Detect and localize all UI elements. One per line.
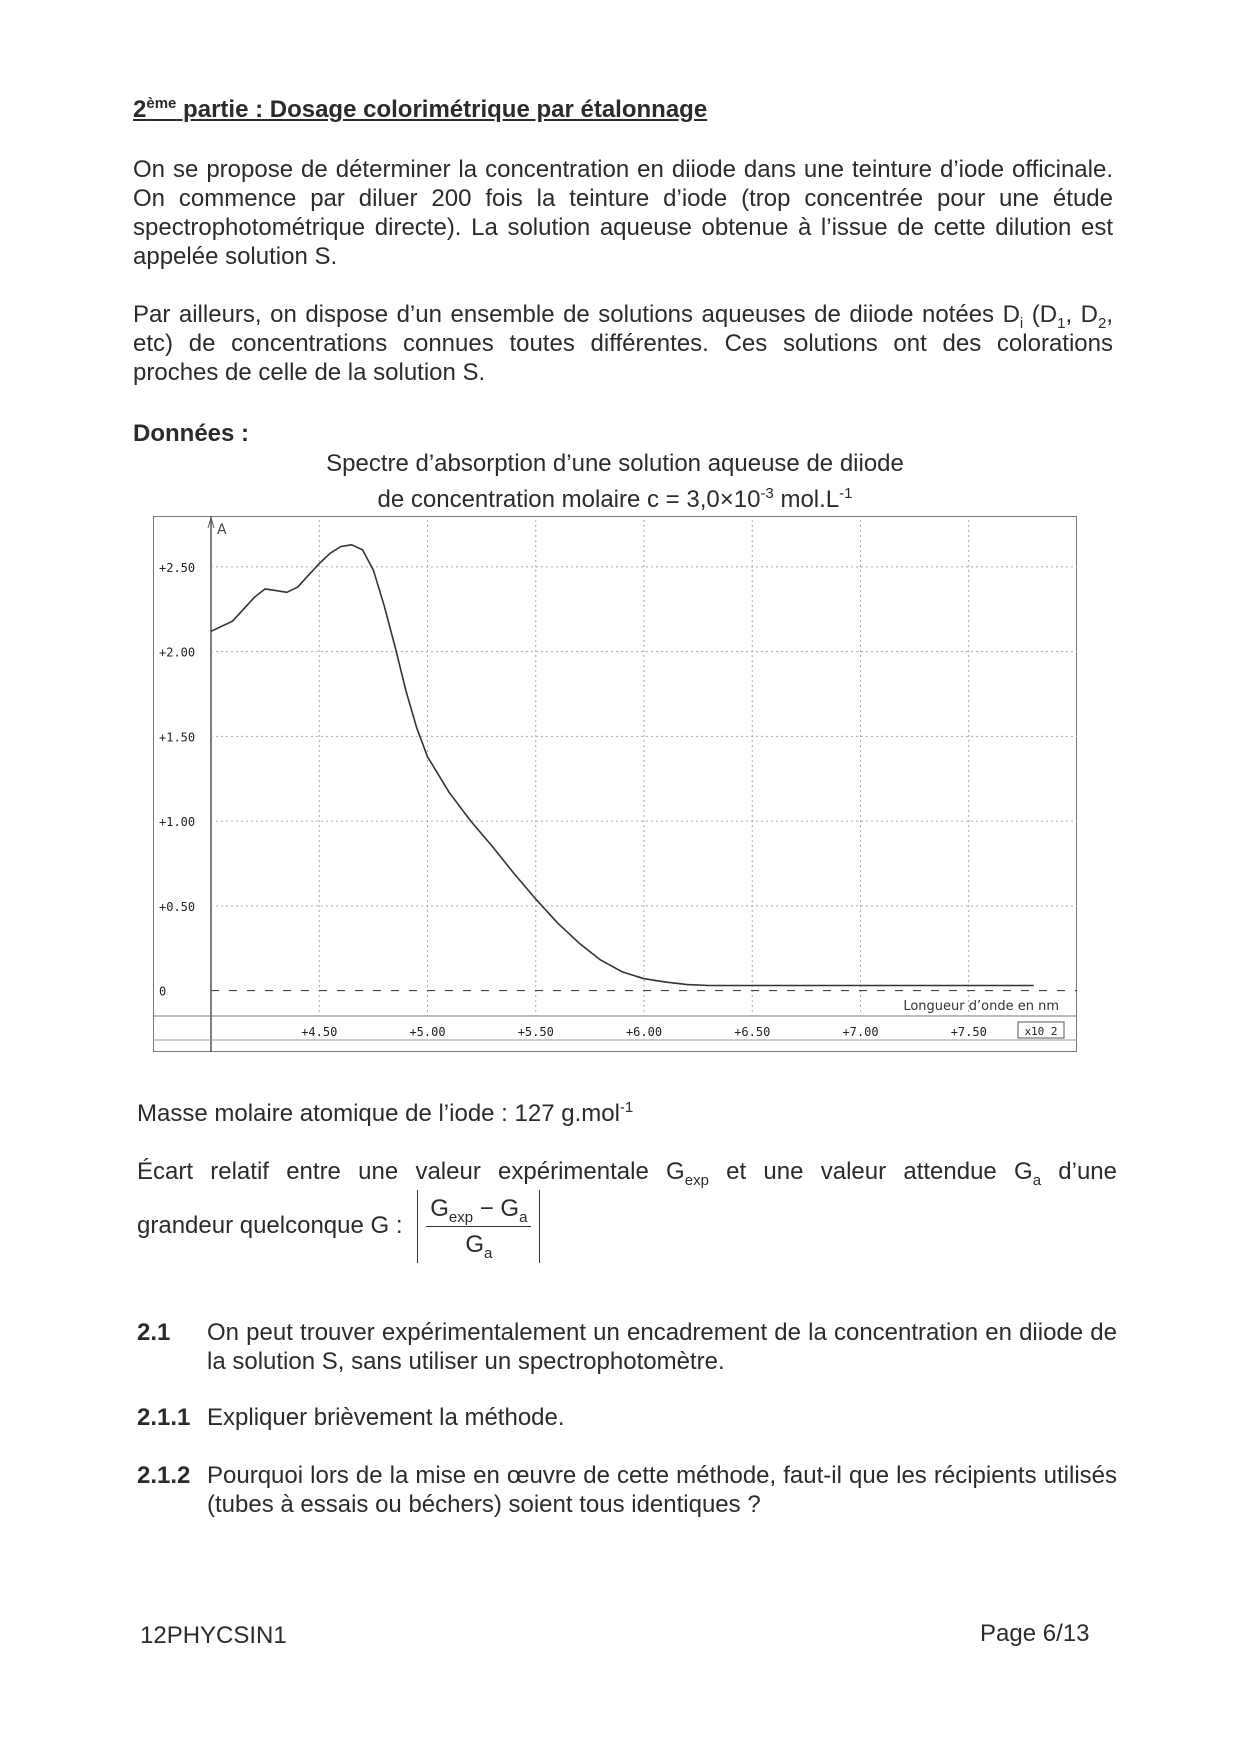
y-tick-label: 0	[159, 984, 167, 999]
x-tick-label: +6.50	[734, 1025, 771, 1039]
y-axis-label: A	[217, 522, 227, 538]
donnees-label: Données :	[133, 420, 250, 447]
question-number: 2.1.2	[137, 1462, 191, 1489]
formula-denominator: $G_a$	[465, 1231, 493, 1262]
question-text: Pourquoi lors de la mise en œuvre de cette méthode, faut-il que les récipients utilisés (tubes à essais ou béchers) soient tous identiques ?	[207, 1462, 1117, 1518]
x-tick-label: +6.00	[625, 1025, 663, 1039]
intro-paragraph: On se propose de déterminer la concentration en diiode dans une teinture d’iode officinale. On commence par diluer 200 fois la teinture d’iode (trop concentrée pour une étude spectrophotométrique directe). La solution aqueuse obtenue à l’issue de cette dilution est appelée solution S.	[133, 156, 1113, 270]
question-2-1	[137, 1318, 1117, 1376]
spectrum-caption-line1: Spectre d’absorption d’une solution aqueuse de diiode	[326, 450, 904, 477]
x-tick-label: +4.50	[301, 1025, 338, 1039]
x-tick-label: +7.00	[842, 1025, 879, 1039]
y-tick-label: +2.00	[159, 645, 196, 660]
question-number: 2.1.1	[137, 1404, 191, 1431]
solutions-paragraph: Par ailleurs, on dispose d’un ensemble de solutions aqueuses de diiode notées $D_i$ ($D_1$, $D_2$, etc) de concentrations connues toutes différentes. Ces solutions ont des colorations proches de celle de la solution S.	[133, 301, 1113, 386]
section-heading: 2ème partie : Dosage colorimétrique par étalonnage	[133, 95, 708, 123]
question-2-1-2	[137, 1461, 1117, 1519]
chart-frame	[154, 517, 1077, 1052]
x-tick-label: +7.50	[950, 1025, 987, 1039]
x-tick-label: +5.00	[409, 1025, 446, 1039]
ecart-relatif	[137, 1157, 1117, 1263]
ecart-line2: grandeur quelconque G : $\frac{G_{exp} - G_a}{G_a}$	[137, 1190, 1117, 1263]
y-tick-label: +1.00	[159, 815, 196, 830]
y-tick-label: +0.50	[159, 899, 196, 914]
masse-molaire: Masse molaire atomique de l’iode : 127 g.mol$^{-1}$	[137, 1099, 634, 1127]
question-text: Expliquer brièvement la méthode.	[207, 1404, 565, 1431]
question-2-1-1	[137, 1403, 1117, 1432]
formula-numerator: $G_{exp} - G_a$	[426, 1194, 531, 1227]
y-tick-label: +1.50	[159, 730, 196, 745]
absorption-spectrum-chart	[153, 516, 1077, 1052]
ecart-line1: Écart relatif entre une valeur expérimentale $G_{exp}$ et une valeur attendue $G_a$ d’une	[137, 1158, 1118, 1189]
relative-error-formula	[417, 1190, 540, 1263]
question-number: 2.1	[137, 1319, 171, 1346]
spectrum-caption	[153, 446, 1077, 518]
footer-code: 12PHYCSIN1	[140, 1622, 287, 1649]
chart-svg	[153, 516, 1077, 1052]
y-tick-label: +2.50	[159, 560, 196, 575]
x-axis-label: Longueur d’onde en nm	[903, 999, 1059, 1014]
x-tick-label: +5.50	[517, 1025, 554, 1039]
question-text: On peut trouver expérimentalement un encadrement de la concentration en diiode de la solution S, sans utiliser un spectrophotomètre.	[207, 1319, 1117, 1375]
x-multiplier-label: x10 2	[1024, 1025, 1058, 1038]
spectrum-caption-line2: de concentration molaire $c = 3,0\times 10^{-3}$ $mol.L^{-1}$	[377, 485, 853, 513]
footer-page: Page 6/13	[980, 1620, 1090, 1647]
